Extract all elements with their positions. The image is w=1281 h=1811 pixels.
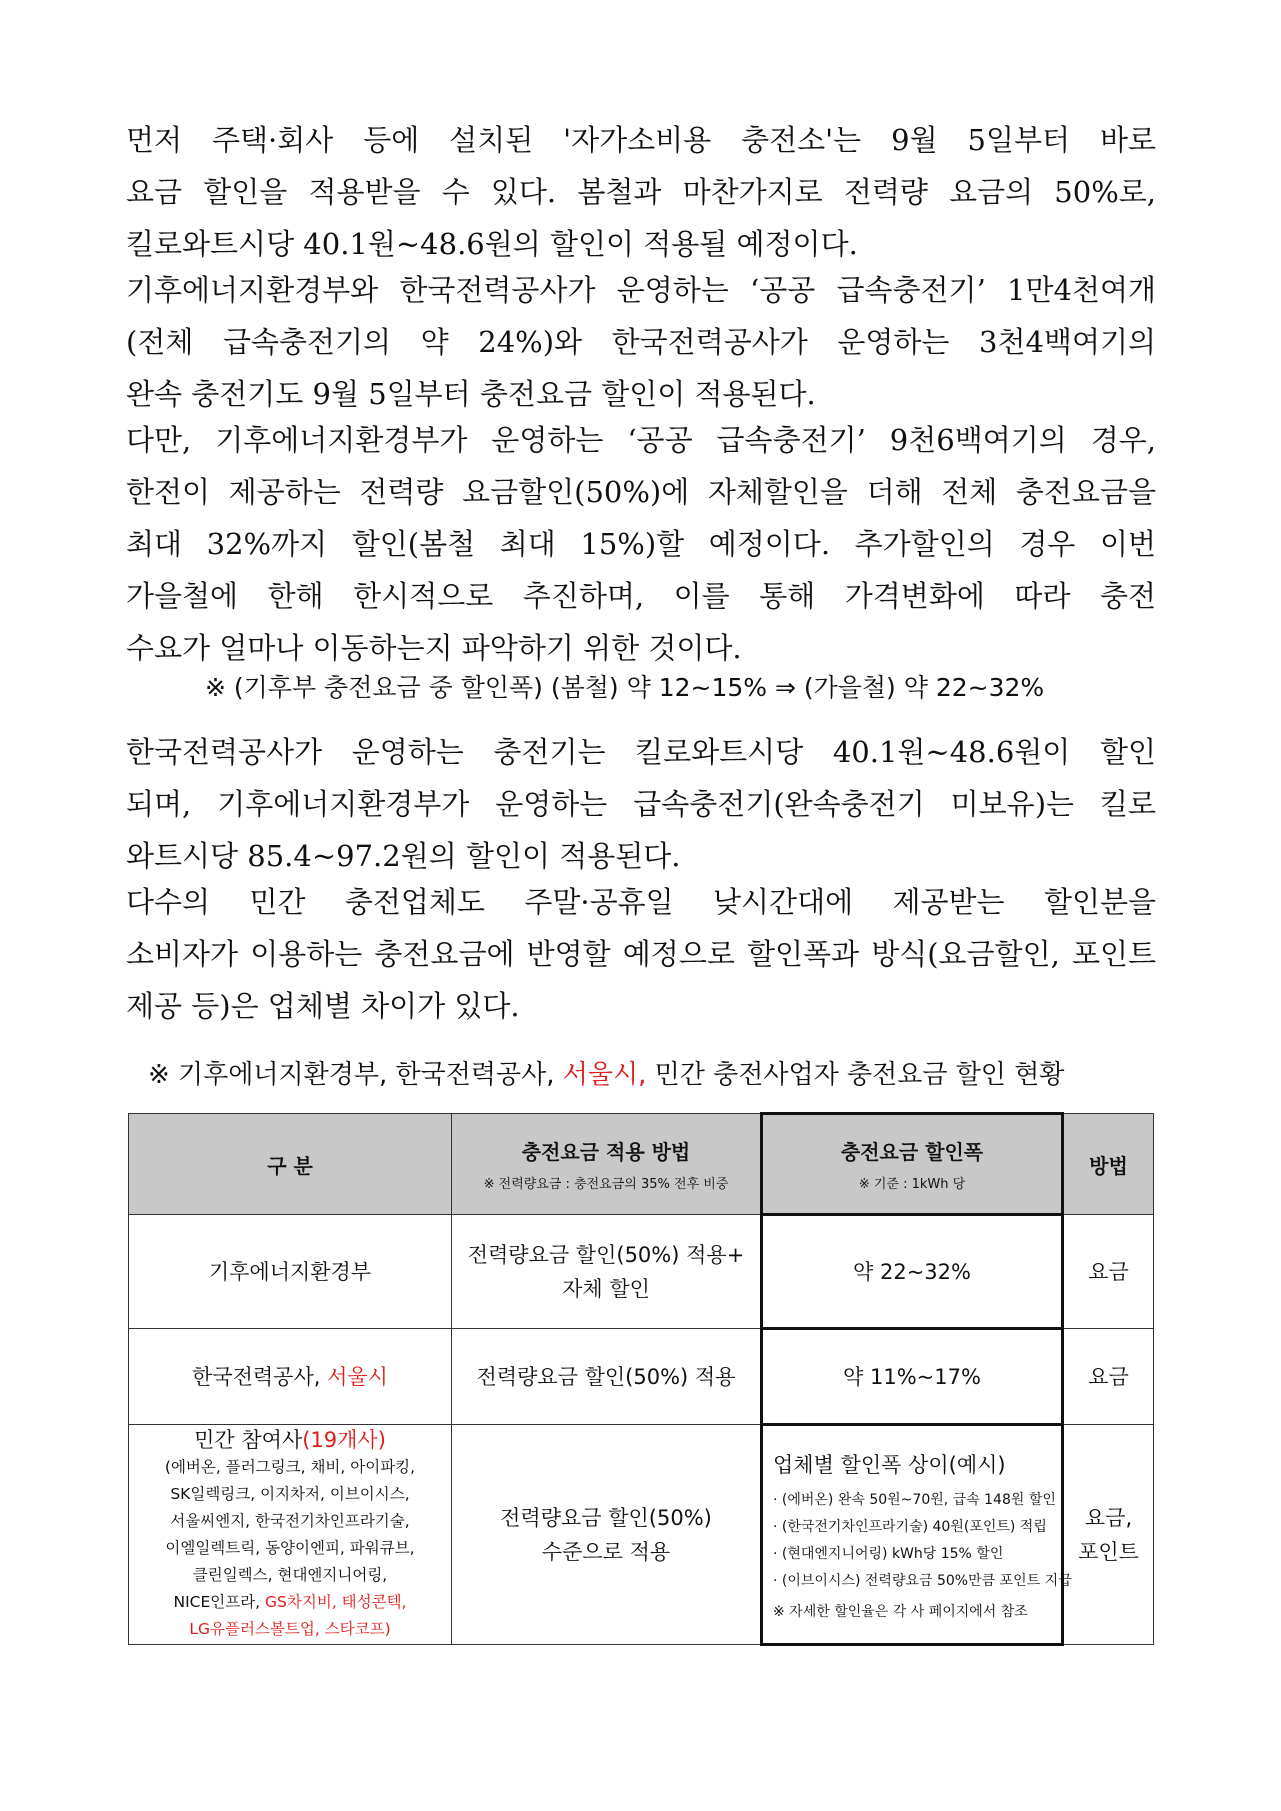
row2-type: 요금 [1063,1329,1154,1425]
paragraph-line: 소비자가 이용하는 충전요금에 반영할 예정으로 할인폭과 방식(요금할인, 포인트 [126,937,1156,971]
paragraph-line: 다만, 기후에너지환경부가 운영하는 ‘공공 급속충전기’ 9천6백여기의 경우, [126,423,1156,457]
discount-note: ※ (기후부 충전요금 중 할인폭) (봄철) 약 12~15% ⇒ (가을철) 약 22~32% [205,673,1045,702]
paragraph-line: 완속 충전기도 9월 5일부터 충전요금 할인이 적용된다. [126,377,816,411]
table-caption-post: 민간 충전사업자 충전요금 할인 현황 [646,1060,1065,1090]
header-method: 충전요금 적용 방법 ※ 전력량요금 : 충전요금의 35% 전후 비중 [452,1114,762,1215]
paragraph-line: 킬로와트시당 40.1원~48.6원의 할인이 적용될 예정이다. [126,227,858,261]
table-caption-highlight: 서울시, [562,1060,647,1090]
example-item: · (한국전기차인프라기술) 40원(포인트) 적립 [773,1518,1047,1535]
paragraph-3 [126,414,1156,674]
paragraph-line: 한전이 제공하는 전력량 요금할인(50%)에 자체할인을 더해 전체 충전요금을 [126,475,1156,509]
table-row [129,1215,1154,1329]
paragraph-line: 요금 할인을 적용받을 수 있다. 봄철과 마찬가지로 전력량 요금의 50%로, [126,175,1156,209]
row1-method: 전력량요금 할인(50%) 적용+ 자체 할인 [452,1215,762,1329]
paragraph-line: (전체 급속충전기의 약 24%)와 한국전력공사가 운영하는 3천4백여기의 [126,325,1156,359]
paragraph-5 [126,876,1156,1032]
table-row [129,1329,1154,1425]
row1-name: 기후에너지환경부 [129,1215,452,1329]
row1-type: 요금 [1063,1215,1154,1329]
row2-discount: 약 11%~17% [762,1329,1063,1425]
row2-name: 한국전력공사, 서울시 [129,1329,452,1425]
paragraph-line: 최대 32%까지 할인(봄철 최대 15%)할 예정이다. 추가할인의 경우 이번 [126,527,1156,561]
header-category: 구 분 [129,1114,452,1215]
paragraph-1 [126,114,1156,270]
paragraph-line: 다수의 민간 충전업체도 주말·공휴일 낮시간대에 제공받는 할인분을 [126,885,1156,919]
paragraph-2 [126,264,1156,420]
paragraph-line: 되며, 기후에너지환경부가 운영하는 급속충전기(완속충전기 미보유)는 킬로 [126,787,1156,821]
participant-list: (에버온, 플러그링크, 채비, 아이파킹, SK일렉링크, 이지차저, 이브이시스, 서울씨엔지, 한국전기차인프라기술, 이엘일렉트릭, 동양이엔피, 파워큐브, 클린일렉스, 현대엔지니어링, NICE인프라, GS차지비, 태성콘텍, LG유플러스볼트업, 스타코프) [164,1458,416,1638]
example-item: · (에버온) 완속 50원~70원, 급속 148원 할인 [773,1491,1056,1508]
row2-method: 전력량요금 할인(50%) 적용 [452,1329,762,1425]
paragraph-line: 가을철에 한해 한시적으로 추진하며, 이를 통해 가격변화에 따라 충전 [126,579,1156,613]
example-note: ※ 자세한 할인율은 각 사 페이지에서 참조 [773,1603,1028,1620]
paragraph-line: 제공 등)은 업체별 차이가 있다. [126,989,520,1023]
discount-table [128,1112,1154,1646]
paragraph-line: 수요가 얼마나 이동하는지 파악하기 위한 것이다. [126,631,742,665]
paragraph-line: 와트시당 85.4~97.2원의 할인이 적용된다. [126,839,681,873]
row3-type: 요금, 포인트 [1063,1425,1154,1645]
table-row [129,1425,1154,1645]
paragraph-line: 기후에너지환경부와 한국전력공사가 운영하는 ‘공공 급속충전기’ 1만4천여개 [126,273,1156,307]
example-item: · (이브이시스) 전력량요금 50%만큼 포인트 지급 [773,1572,1072,1589]
table-caption-pre: ※ 기후에너지환경부, 한국전력공사, [148,1060,563,1090]
paragraph-line: 먼저 주택·회사 등에 설치된 '자가소비용 충전소'는 9월 5일부터 바로 [126,123,1156,157]
paragraph-line: 한국전력공사가 운영하는 충전기는 킬로와트시당 40.1원~48.6원이 할인 [126,735,1156,769]
row1-discount: 약 22~32% [762,1215,1063,1329]
table-header-row [129,1114,1154,1215]
row3-discount: 업체별 할인폭 상이(예시) · (에버온) 완속 50원~70원, 급속 148원 할인 · (한국전기차인프라기술) 40원(포인트) 적립 · (현대엔지니어링) kWh당 15% 할인 · (이브이시스) 전력량요금 50%만큼 포인트 지급 ※ 자세한 할인율은 각 사 페이지에서 참조 [762,1425,1063,1645]
row3-method: 전력량요금 할인(50%) 수준으로 적용 [452,1425,762,1645]
header-discount: 충전요금 할인폭 ※ 기준 : 1kWh 당 [762,1114,1063,1215]
row3-name: 민간 참여사(19개사) (에버온, 플러그링크, 채비, 아이파킹, SK일렉링크, 이지차저, 이브이시스, 서울씨엔지, 한국전기차인프라기술, 이엘일렉트릭, 동양이엔피, 파워큐브, 클린일렉스, 현대엔지니어링, NICE인프라, GS차지비, 태성콘텍, LG유플러스볼트업, 스타코프) [129,1425,452,1645]
paragraph-4 [126,726,1156,882]
table-caption [148,1054,1064,1091]
example-item: · (현대엔지니어링) kWh당 15% 할인 [773,1545,1004,1562]
header-type: 방법 [1063,1114,1154,1215]
